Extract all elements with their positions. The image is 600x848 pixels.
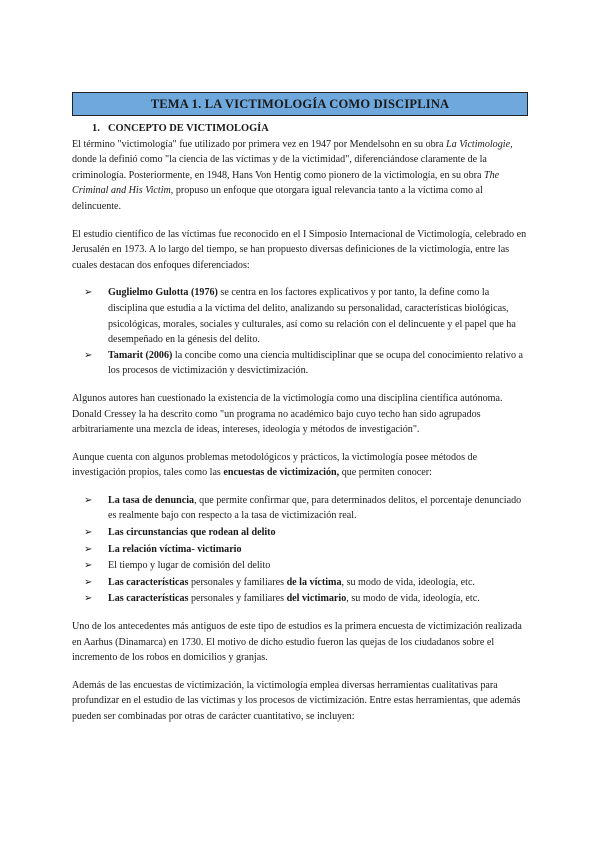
p1-text-b: , donde la definió como "la ciencia de las víctimas y de la victimidad", diferenciándose claramente de la criminología. Posteriormente, en 1948, Hans Von Hentig como pionero de la victimología, en su obra xyxy=(72,138,513,181)
arrow-bullet-icon: ➢ xyxy=(84,576,93,588)
book-title-criminal-victim: The Criminal and His Victim xyxy=(72,169,500,197)
list-item xyxy=(72,525,528,541)
item-text: , su modo de vida, ideología, etc. xyxy=(341,576,475,588)
arrow-bullet-icon: ➢ xyxy=(84,494,93,506)
item-text: El tiempo y lugar de comisión del delito xyxy=(108,560,271,572)
item-bold: La relación víctima- victimario xyxy=(108,543,242,555)
item-text: , que permite confirmar que, para determinados delitos, el porcentaje denunciado es realmente bajo con respecto a la tasa de victimización real. xyxy=(108,494,522,522)
paragraph-symposium: El estudio científico de las víctimas fue reconocido en el I Simposio Internacional de Victimología, celebrado en Jerusalén en 1973. A lo largo del tiempo, se han propuesto diversas definiciones de la victimología, entre las cuales destacan dos enfoques diferenciados: xyxy=(72,228,527,271)
item-bold: del victimario xyxy=(286,593,347,605)
section-number: 1. xyxy=(92,123,100,134)
list-item xyxy=(72,558,528,574)
paragraph-origin xyxy=(72,137,528,215)
approaches-list xyxy=(72,285,528,379)
arrow-bullet-icon: ➢ xyxy=(84,527,93,539)
list-item xyxy=(72,348,528,379)
list-item xyxy=(72,591,528,607)
arrow-bullet-icon: ➢ xyxy=(84,560,93,572)
item-text: personales y familiares xyxy=(188,593,287,605)
list-item xyxy=(72,493,528,524)
arrow-bullet-icon: ➢ xyxy=(84,543,93,555)
item-bold: Las características xyxy=(108,593,189,605)
paragraph-criticism: Algunos autores han cuestionado la existencia de la victimología como una disciplina científica autónoma. Donald Cressey la ha descrito como "un programa no académico bajo cuyo techo han sido agrupados arbitrariamente una mezcla de ideas, intereses, ideología y métodos de investigación". xyxy=(72,392,503,436)
list-item xyxy=(72,285,528,347)
item-bold: de la víctima xyxy=(286,576,342,588)
p4-bold: encuestas de victimización, xyxy=(223,467,340,479)
chapter-title: TEMA 1. LA VICTIMOLOGÍA COMO DISCIPLINA xyxy=(72,92,528,116)
section-title: CONCEPTO DE VICTIMOLOGÍA xyxy=(108,123,269,134)
list-item xyxy=(72,575,528,591)
list-item xyxy=(72,542,528,558)
arrow-bullet-icon: ➢ xyxy=(84,593,93,605)
item-text: personales y familiares xyxy=(188,576,287,588)
p1-text-a: El término "victimología" fue utilizado por primera vez en 1947 por Mendelsohn en su obra xyxy=(72,138,447,150)
arrow-bullet-icon: ➢ xyxy=(84,287,93,299)
survey-items-list xyxy=(72,493,528,607)
p4-text-a: Aunque cuenta con algunos problemas metodológicos y prácticos, la victimología posee métodos de investigación propios, tales como las xyxy=(72,451,478,479)
item-bold: La tasa de denuncia xyxy=(108,494,195,506)
item-text: , su modo de vida, ideología, etc. xyxy=(346,593,480,605)
book-title-victimologie: La Victimologie xyxy=(446,138,511,150)
paragraph-aarhus: Uno de los antecedentes más antiguos de este tipo de estudios es la primera encuesta de victimización realizada en Aarhus (Dinamarca) en 1730. El motivo de dicho estudio fueron las quejas de los ciudadanos sobre el incremento de los robos en domicilios y granjas. xyxy=(72,621,522,664)
paragraph-tools: Además de las encuestas de victimización, la victimología emplea diversas herramientas cualitativas para profundizar en el estudio de las víctimas y los procesos de victimización. Entre estas herramientas, que además pueden ser combinadas por otras de carácter cuantitativo, se incluyen: xyxy=(72,679,521,722)
approach-text: la concibe como una ciencia multidisciplinar que se ocupa del conocimiento relativo a los procesos de victimización y desvictimización. xyxy=(108,349,524,377)
arrow-bullet-icon: ➢ xyxy=(84,349,93,361)
item-bold: Las características xyxy=(108,576,189,588)
approach-author: Tamarit (2006) xyxy=(108,349,173,361)
item-bold: Las circunstancias que rodean al delito xyxy=(108,527,276,539)
section-heading xyxy=(92,121,528,137)
p4-text-c: que permiten conocer: xyxy=(339,467,432,479)
document-body xyxy=(72,121,528,737)
paragraph-methods xyxy=(72,450,528,481)
approach-text: se centra en los factores explicativos y por tanto, la define como la disciplina que estudia a la víctima del delito, analizando su personalidad, características biológicas, psicológicas, morales, sociales y culturales, así como su relación con el delincuente y el papel que ha desempeñado en la génesis del delito. xyxy=(108,287,516,346)
p1-text-c: , propuso un enfoque que otorgara igual relevancia tanto a la víctima como al delincuente. xyxy=(72,185,483,212)
approach-author: Guglielmo Gulotta (1976) xyxy=(108,287,218,299)
